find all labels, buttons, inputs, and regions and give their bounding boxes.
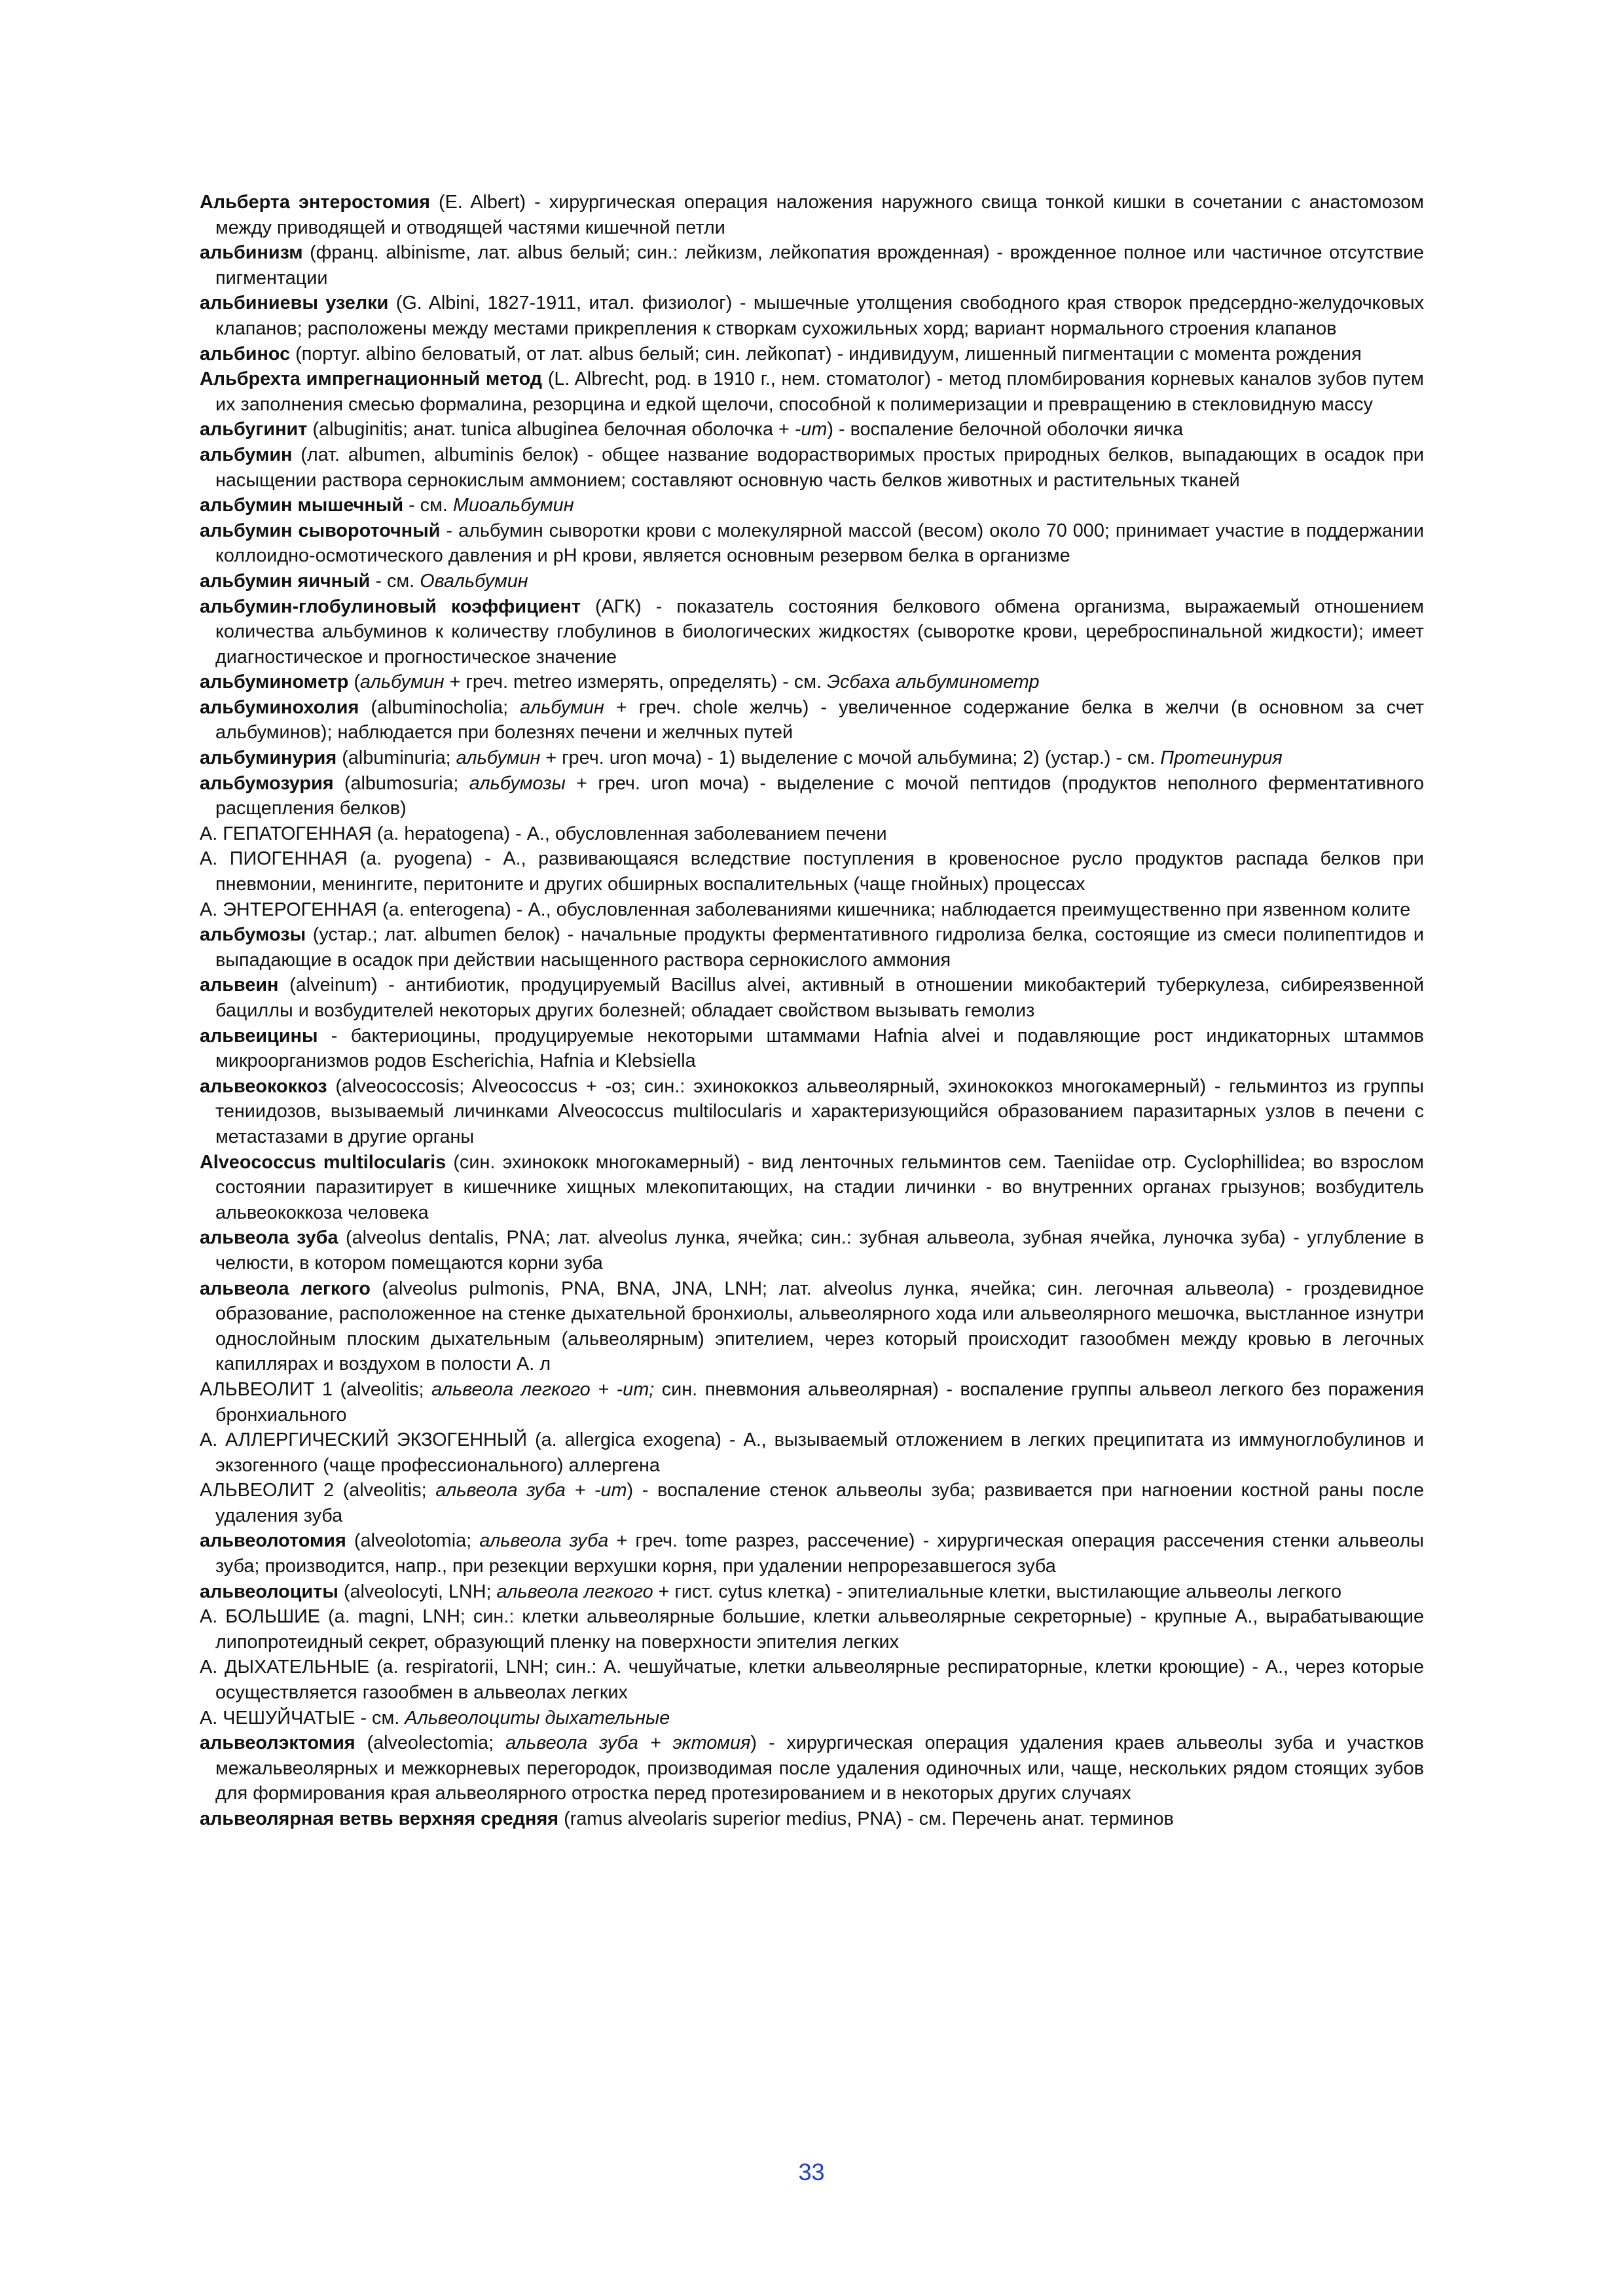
entry-definition: ) - хирургическая операция удаления краев альвеолы зуба и участков межальвеолярных и межкорневых перегородок, производимая после удаления одиночных или, чаще, нескольких рядом стоящих зубов для формирования края альвеолярного отростка перед протезированием и в некоторых других случаях <box>215 1732 1424 1804</box>
entry-headword: альбиниевы узелки <box>200 293 389 314</box>
entry-definition: (alveolectomia; <box>367 1732 506 1754</box>
entry-headword: альбинос <box>200 343 291 365</box>
entry-crossref: Протеинурия <box>1160 747 1283 769</box>
entry-definition: (alveolitis; <box>342 1480 436 1501</box>
dictionary-entry <box>200 1706 1424 1731</box>
entry-crossref: Альвеолоциты дыхательные <box>405 1707 670 1729</box>
entry-headword: альвеола зуба <box>200 1227 338 1249</box>
entry-headword: альбумозурия <box>200 772 334 794</box>
entry-headword: Альберта энтеростомия <box>200 192 430 213</box>
entry-crossref: -ит <box>794 419 828 440</box>
entry-headword: альвеолоциты <box>200 1581 338 1602</box>
entry-crossref: Миоальбумин <box>452 495 574 516</box>
dictionary-entry <box>200 1377 1424 1427</box>
entry-definition: - см. <box>409 495 453 516</box>
entry-headword: А. ЧЕШУЙЧАТЫЕ <box>200 1707 356 1729</box>
entry-headword: альбумин-глобулиновый коэффициент <box>200 596 581 617</box>
dictionary-entry <box>200 367 1424 417</box>
entry-definition: (alveolocyti, LNH; <box>343 1581 497 1602</box>
entry-definition: (a. magni, LNH; син.: клетки альвеолярные большие, клетки альвеолярные секреторные) - крупные А., вырабатывающие липопротеидный секрет, образующий пленку на поверхности эпителия легких <box>215 1606 1424 1653</box>
dictionary-entry <box>200 1074 1424 1150</box>
entry-definition: (a. respiratorii, LNH; син.: А. чешуйчатые, клетки альвеолярные респираторные, клетки кроющие) - А., через которые осуществляется газообмен в альвеолах легких <box>215 1657 1424 1704</box>
entry-definition: (alveolotomia; <box>354 1530 480 1552</box>
entry-crossref: альбумозы <box>469 772 566 794</box>
entry-crossref: альбумин <box>359 672 445 693</box>
entry-headword: альбумин <box>200 444 293 465</box>
entry-definition: (L. Albrecht, род. в 1910 г., нем. стоматолог) - метод пломбирования корневых каналов зубов путем их заполнения смесью формалина, резорцина и едкой щелочи, способной к полимеризации и превращению в стекловидную массу <box>215 368 1424 415</box>
entry-definition: (alveolus pulmonis, PNA, BNA, JNA, LNH; лат. alveolus лунка, ячейка; син. легочная альвеола) - гроздевидное образование, расположенное на стенке дыхательной бронхиолы, альвеолярного хода или альвеолярного мешочка, выстланное изнутри однослойным плоским дыхательным (альвеолярным) эпителием, через который происходит газообмен между кровью в легочных капиллярах и воздухом в полости А. л <box>215 1278 1424 1375</box>
dictionary-entry <box>200 1731 1424 1806</box>
dictionary-entry <box>200 1806 1424 1832</box>
entry-crossref: альвеола зуба <box>479 1530 609 1552</box>
entry-definition: (устар.; лат. albumen белок) - начальные продукты ферментативного гидролиза белка, состоящие из смеси полипептидов и выпадающие в осадок при действии насыщенного раствора сернокислого аммония <box>215 924 1424 971</box>
entry-headword: альвеолэктомия <box>200 1732 356 1754</box>
entry-headword: альбуминохолия <box>200 696 359 718</box>
entry-headword: альвеолотомия <box>200 1530 346 1552</box>
entry-headword: А. ДЫХАТЕЛЬНЫЕ <box>200 1657 370 1678</box>
dictionary-entry <box>200 846 1424 897</box>
entry-definition: (albuminuria; <box>342 747 456 769</box>
entry-definition: (лат. albumen, albuminis белок) - общее название водорастворимых простых природных белков, выпадающих в осадок при насыщении раствора сернокислым аммонием; составляют основную часть белков животных и растительных тканей <box>215 444 1424 491</box>
entry-definition: - бактериоцины, продуцируемые некоторыми штаммами Hafnia alvei и подавляющие рост индикаторных штаммов микроорганизмов родов Escherichia, Hafnia и Klebsiella <box>215 1025 1424 1072</box>
entry-definition: (a. enterogena) - А., обусловленная заболеваниями кишечника; наблюдается преимущественно при язвенном колите <box>382 899 1411 920</box>
dictionary-entry <box>200 240 1424 291</box>
entry-definition: (a. allergica exogena) - А., вызываемый отложением в легких преципитата из иммуноглобулинов и экзогенного (чаще профессионального) аллергена <box>215 1429 1424 1476</box>
entry-crossref: Овальбумин <box>420 570 528 592</box>
dictionary-entry <box>200 1478 1424 1528</box>
entry-definition: + гист. cytus клетка) - эпителиальные клетки, выстилающие альвеолы легкого <box>653 1581 1342 1602</box>
entry-headword: альбумин мышечный <box>200 495 404 516</box>
dictionary-entry <box>200 1604 1424 1655</box>
dictionary-entry <box>200 291 1424 341</box>
entry-headword: А. БОЛЬШИЕ <box>200 1606 321 1628</box>
dictionary-entry <box>200 922 1424 973</box>
dictionary-entry <box>200 1024 1424 1074</box>
dictionary-entry <box>200 670 1424 695</box>
dictionary-entry <box>200 1579 1424 1605</box>
entry-definition: + греч. chole желчь) - увеличенное содержание белка в желчи (в основном за счет альбуминов); наблюдается при болезнях печени и желчных путей <box>215 696 1424 744</box>
entry-definition: ( <box>354 672 360 693</box>
entry-crossref: альбумин <box>456 747 541 769</box>
entry-definition: + греч. metreo измерять, определять) - см. <box>444 672 828 693</box>
entry-definition: ) - воспаление стенок альвеолы зуба; развивается при нагноении костной раны после удаления зуба <box>215 1480 1424 1526</box>
entry-definition: (a. hepatogena) - А., обусловленная заболеванием печени <box>376 823 887 844</box>
entry-definition: + греч. tome разрез, рассечение) - хирургическая операция рассечения стенки альвеолы зуба; производится, напр., при резекции верхушки корня, при удалении непрорезавшегося зуба <box>215 1530 1424 1577</box>
entry-headword: альбумозы <box>200 924 306 946</box>
entry-headword: альбумин сывороточный <box>200 520 441 541</box>
dictionary-entry <box>200 771 1424 821</box>
entry-headword: Alveococcus multilocularis <box>200 1151 447 1173</box>
dictionary-entry <box>200 1276 1424 1377</box>
entry-definition: (португ. albino беловатый, от лат. albus белый; син. лейкопат) - индивидуум, лишенный пигментации с момента рождения <box>295 343 1362 365</box>
dictionary-entry <box>200 745 1424 771</box>
dictionary-entry <box>200 594 1424 670</box>
dictionary-page <box>200 190 1424 1832</box>
dictionary-entry <box>200 569 1424 594</box>
entry-crossref: альвеола легкого <box>496 1581 653 1602</box>
entry-crossref: альвеола зуба + эктомия <box>505 1732 751 1754</box>
entry-definition: (alveinum) - антибиотик, продуцируемый Bacillus alvei, активный в отношении микобактерий туберкулеза, сибиреязвенной бациллы и возбудителей некоторых других болезней; обладает свойством вызывать гемолиз <box>215 975 1424 1021</box>
entry-definition: + греч. uron моча) - 1) выделение с мочой альбумина; 2) (устар.) - см. <box>540 747 1161 769</box>
entry-definition: (alveolus dentalis, PNA; лат. alveolus лунка, ячейка; син.: зубная альвеола, зубная ячейка, луночка зуба) - углубление в челюсти, в котором помещаются корни зуба <box>215 1227 1424 1274</box>
dictionary-entry <box>200 190 1424 240</box>
entry-headword: А. ПИОГЕННАЯ <box>200 848 348 870</box>
entry-headword: Альбрехта импрегнационный метод <box>200 368 543 390</box>
entry-headword: альвеококкоз <box>200 1075 327 1097</box>
entry-definition: (albuminocholia; <box>371 696 520 718</box>
entry-headword: А. АЛЛЕРГИЧЕСКИЙ ЭКЗОГЕННЫЙ <box>200 1429 528 1451</box>
entry-headword: альбуминурия <box>200 747 337 769</box>
entry-definition: ) - воспаление белочной оболочки яичка <box>827 419 1184 440</box>
entry-headword: альвеин <box>200 975 279 996</box>
entry-definition: син. пневмония альвеолярная) - воспаление группы альвеол легкого без поражения бронхиального <box>215 1378 1424 1426</box>
dictionary-entry <box>200 695 1424 745</box>
entry-headword: альвеицины <box>200 1025 318 1047</box>
dictionary-entry <box>200 973 1424 1023</box>
entry-definition: (E. Albert) - хирургическая операция наложения наружного свища тонкой кишки в сочетании с анастомозом между приводящей и отводящей частями кишечной петли <box>215 192 1424 238</box>
entry-definition: (albumosuria; <box>344 772 469 794</box>
entry-headword: альбуминометр <box>200 672 349 693</box>
entry-definition: - альбумин сыворотки крови с молекулярной массой (весом) около 70 000; принимает участие в поддержании коллоидно-осмотического давления и pH крови, является основным резервом белка в организме <box>215 520 1424 567</box>
entry-definition: (син. эхинококк многокамерный) - вид ленточных гельминтов сем. Taeniidae отр. Cyclophillidea; во взрослом состоянии паразитирует в кишечнике хищных млекопитающих, на стадии личинки - во внутренних органах грызунов; возбудитель альвеококкоза человека <box>215 1151 1424 1223</box>
entry-crossref: альбумин <box>520 696 604 718</box>
entry-headword: альбинизм <box>200 242 303 264</box>
entry-headword: альбугинит <box>200 419 308 440</box>
entry-definition: (франц. albinisme, лат. albus белый; син.: лейкизм, лейкопатия врожденная) - врожденное полное или частичное отсутствие пигментации <box>215 242 1424 289</box>
entry-headword: альвеола легкого <box>200 1278 371 1299</box>
entry-headword: альбумин яичный <box>200 570 371 592</box>
dictionary-entry <box>200 1225 1424 1276</box>
dictionary-entry <box>200 897 1424 923</box>
entry-headword: альвеолярная ветвь верхняя средняя <box>200 1808 559 1829</box>
entry-definition: - см. <box>375 570 420 592</box>
dictionary-entry <box>200 1427 1424 1478</box>
entry-definition: (albuginitis; анат. tunica albuginea белочная оболочка + <box>312 419 795 440</box>
entry-definition: + греч. uron моча) - выделение с мочой пептидов (продуктов неполного ферментативного расщепления белков) <box>215 772 1424 819</box>
entry-definition: - см. <box>360 1707 405 1729</box>
dictionary-entry <box>200 417 1424 442</box>
entry-crossref: альвеола легкого + -ит; <box>431 1378 655 1400</box>
entry-headword: А. ГЕПАТОГЕННАЯ <box>200 823 372 844</box>
entry-definition: (ramus alveolaris superior medius, PNA) - см. Перечень анат. терминов <box>564 1808 1174 1829</box>
dictionary-entry <box>200 821 1424 847</box>
dictionary-entry <box>200 1655 1424 1705</box>
dictionary-entry <box>200 442 1424 493</box>
entry-definition: (alveococcosis; Alveococcus + -оз; син.: эхинококкоз альвеолярный, эхинококкоз многокамерный) - гельминтоз из группы тениидозов, вызываемый личинками Alveococcus multilocularis и характеризующийся образованием паразитарных узлов в печени с метастазами в другие органы <box>215 1075 1424 1147</box>
dictionary-entry <box>200 1150 1424 1226</box>
entry-crossref: альвеола зуба + -ит <box>435 1480 627 1501</box>
entry-headword: АЛЬВЕОЛИТ 2 <box>200 1480 334 1501</box>
entry-definition: (G. Albini, 1827-1911, итал. физиолог) - мышечные утолщения свободного края створок предсердно-желудочковых клапанов; расположены между местами прикрепления к створкам сухожильных хорд; вариант нормального строения клапанов <box>215 293 1424 339</box>
dictionary-entry <box>200 493 1424 518</box>
entry-definition: (a. pyogena) - А., развивающаяся вследствие поступления в кровеносное русло продуктов распада белков при пневмонии, менингите, перитоните и других обширных воспалительных (чаще гнойных) процессах <box>215 848 1424 895</box>
page-number: 33 <box>798 2159 825 2185</box>
entry-headword: АЛЬВЕОЛИТ 1 <box>200 1378 333 1400</box>
dictionary-entry <box>200 342 1424 367</box>
dictionary-entry <box>200 1528 1424 1579</box>
entry-crossref: Эсбаха альбуминометр <box>827 672 1040 693</box>
entry-headword: А. ЭНТЕРОГЕННАЯ <box>200 899 377 920</box>
entry-definition: (АГК) - показатель состояния белкового обмена организма, выражаемый отношением количества альбуминов к количеству глобулинов в биологических жидкостях (сыворотке крови, цереброспинальной жидкости); имеет диагностическое и прогностическое значение <box>215 596 1424 668</box>
entry-definition: (alveolitis; <box>340 1378 432 1400</box>
dictionary-entry <box>200 518 1424 569</box>
